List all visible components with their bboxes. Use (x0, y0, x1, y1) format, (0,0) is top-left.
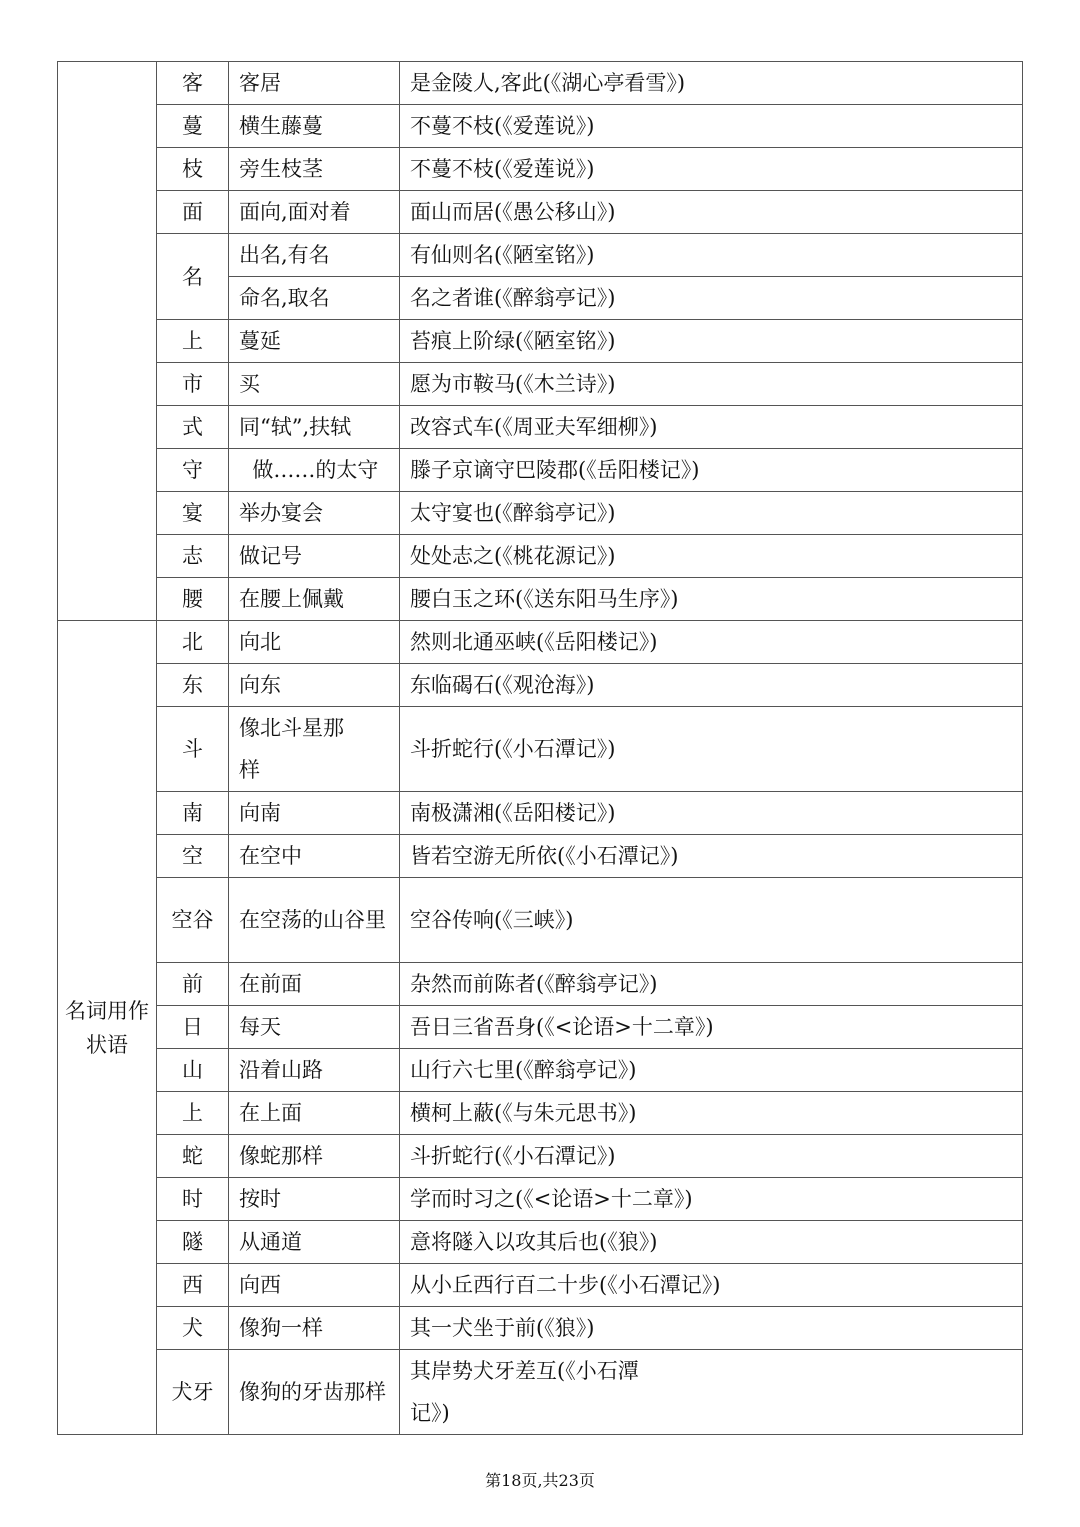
example-cell: 杂然而前陈者(《醉翁亭记》) (400, 963, 1023, 1006)
example-cell: 名之者谁(《醉翁亭记》) (400, 277, 1023, 320)
word-cell: 空谷 (157, 878, 229, 963)
word-cell: 上 (157, 1092, 229, 1135)
example-cell: 斗折蛇行(《小石潭记》) (400, 1135, 1023, 1178)
meaning-cell: 像北斗星那样 (229, 707, 400, 792)
page-footer: 第18页,共23页 (485, 1471, 595, 1490)
example-cell: 不蔓不枝(《爱莲说》) (400, 148, 1023, 191)
word-cell: 前 (157, 963, 229, 1006)
vocabulary-table (57, 61, 1023, 1435)
word-cell: 东 (157, 664, 229, 707)
meaning-cell: 像狗的牙齿那样 (229, 1350, 400, 1435)
category-cell (58, 62, 157, 621)
table-row (58, 578, 1023, 621)
table-row (58, 1006, 1023, 1049)
meaning-cell: 在腰上佩戴 (229, 578, 400, 621)
table-row (58, 621, 1023, 664)
example-cell: 从小丘西行百二十步(《小石潭记》) (400, 1264, 1023, 1307)
example-cell: 东临碣石(《观沧海》) (400, 664, 1023, 707)
example-cell: 不蔓不枝(《爱莲说》) (400, 105, 1023, 148)
example-cell: 空谷传响(《三峡》) (400, 878, 1023, 963)
meaning-cell: 旁生枝茎 (229, 148, 400, 191)
word-cell: 腰 (157, 578, 229, 621)
meaning-cell: 命名,取名 (229, 277, 400, 320)
table-row (58, 191, 1023, 234)
table-row (58, 1221, 1023, 1264)
word-cell: 宴 (157, 492, 229, 535)
word-cell: 面 (157, 191, 229, 234)
meaning-cell: 向东 (229, 664, 400, 707)
meaning-cell: 像狗一样 (229, 1307, 400, 1350)
table-row (58, 1049, 1023, 1092)
meaning-cell: 向北 (229, 621, 400, 664)
example-cell: 学而时习之(《<论语>十二章》) (400, 1178, 1023, 1221)
table-row (58, 1178, 1023, 1221)
meaning-cell: 在上面 (229, 1092, 400, 1135)
example-cell: 山行六七里(《醉翁亭记》) (400, 1049, 1023, 1092)
word-cell: 蔓 (157, 105, 229, 148)
example-cell: 其一犬坐于前(《狼》) (400, 1307, 1023, 1350)
table-row (58, 406, 1023, 449)
example-cell: 处处志之(《桃花源记》) (400, 535, 1023, 578)
word-cell: 上 (157, 320, 229, 363)
word-cell: 西 (157, 1264, 229, 1307)
meaning-cell: 做记号 (229, 535, 400, 578)
word-cell: 客 (157, 62, 229, 105)
word-cell: 南 (157, 792, 229, 835)
table-row (58, 234, 1023, 277)
word-cell: 守 (157, 449, 229, 492)
word-cell: 志 (157, 535, 229, 578)
table-row (58, 963, 1023, 1006)
table-row (58, 535, 1023, 578)
example-cell: 其岸势犬牙差互(《小石潭记》) (400, 1350, 1023, 1435)
meaning-cell: 出名,有名 (229, 234, 400, 277)
meaning-cell: 举办宴会 (229, 492, 400, 535)
example-cell: 斗折蛇行(《小石潭记》) (400, 707, 1023, 792)
meaning-cell: 在空中 (229, 835, 400, 878)
table-row (58, 449, 1023, 492)
word-cell: 蛇 (157, 1135, 229, 1178)
word-cell: 斗 (157, 707, 229, 792)
word-cell: 日 (157, 1006, 229, 1049)
meaning-cell: 买 (229, 363, 400, 406)
table-row (58, 835, 1023, 878)
meaning-cell: 向南 (229, 792, 400, 835)
meaning-cell: 沿着山路 (229, 1049, 400, 1092)
table-row (58, 792, 1023, 835)
meaning-cell: 在空荡的山谷里 (229, 878, 400, 963)
table-row (58, 363, 1023, 406)
meaning-cell: 按时 (229, 1178, 400, 1221)
table-row (58, 1092, 1023, 1135)
example-cell: 是金陵人,客此(《湖心亭看雪》) (400, 62, 1023, 105)
category-cell: 名词用作状语 (58, 621, 157, 1435)
word-cell: 隧 (157, 1221, 229, 1264)
word-cell: 犬牙 (157, 1350, 229, 1435)
meaning-cell: 客居 (229, 62, 400, 105)
example-cell: 然则北通巫峡(《岳阳楼记》) (400, 621, 1023, 664)
example-cell: 皆若空游无所依(《小石潭记》) (400, 835, 1023, 878)
word-cell: 北 (157, 621, 229, 664)
table-row (58, 105, 1023, 148)
table-row (58, 1307, 1023, 1350)
table-row (58, 1264, 1023, 1307)
word-cell: 时 (157, 1178, 229, 1221)
example-cell: 腰白玉之环(《送东阳马生序》) (400, 578, 1023, 621)
word-cell: 市 (157, 363, 229, 406)
meaning-cell: 从通道 (229, 1221, 400, 1264)
meaning-cell: 向西 (229, 1264, 400, 1307)
example-cell: 改容式车(《周亚夫军细柳》) (400, 406, 1023, 449)
example-cell: 太守宴也(《醉翁亭记》) (400, 492, 1023, 535)
table-row (58, 707, 1023, 792)
example-cell: 南极潇湘(《岳阳楼记》) (400, 792, 1023, 835)
meaning-cell: 同“轼”,扶轼 (229, 406, 400, 449)
example-cell: 有仙则名(《陋室铭》) (400, 234, 1023, 277)
word-cell: 枝 (157, 148, 229, 191)
example-cell: 吾日三省吾身(《<论语>十二章》) (400, 1006, 1023, 1049)
table-row (58, 62, 1023, 105)
example-cell: 滕子京谪守巴陵郡(《岳阳楼记》) (400, 449, 1023, 492)
meaning-cell: 横生藤蔓 (229, 105, 400, 148)
example-cell: 苔痕上阶绿(《陋室铭》) (400, 320, 1023, 363)
table-row (58, 492, 1023, 535)
word-cell: 山 (157, 1049, 229, 1092)
table-row (58, 320, 1023, 363)
example-cell: 面山而居(《愚公移山》) (400, 191, 1023, 234)
word-cell: 犬 (157, 1307, 229, 1350)
meaning-cell: 每天 (229, 1006, 400, 1049)
table-row (58, 1350, 1023, 1435)
table-row (58, 664, 1023, 707)
table-row (58, 1135, 1023, 1178)
meaning-cell: 面向,面对着 (229, 191, 400, 234)
meaning-cell: 做……的太守 (229, 449, 400, 492)
word-cell: 名 (157, 234, 229, 320)
table-row (58, 148, 1023, 191)
meaning-cell: 像蛇那样 (229, 1135, 400, 1178)
table-row (58, 878, 1023, 963)
example-cell: 愿为市鞍马(《木兰诗》) (400, 363, 1023, 406)
meaning-cell: 在前面 (229, 963, 400, 1006)
word-cell: 空 (157, 835, 229, 878)
example-cell: 意将隧入以攻其后也(《狼》) (400, 1221, 1023, 1264)
example-cell: 横柯上蔽(《与朱元思书》) (400, 1092, 1023, 1135)
meaning-cell: 蔓延 (229, 320, 400, 363)
word-cell: 式 (157, 406, 229, 449)
